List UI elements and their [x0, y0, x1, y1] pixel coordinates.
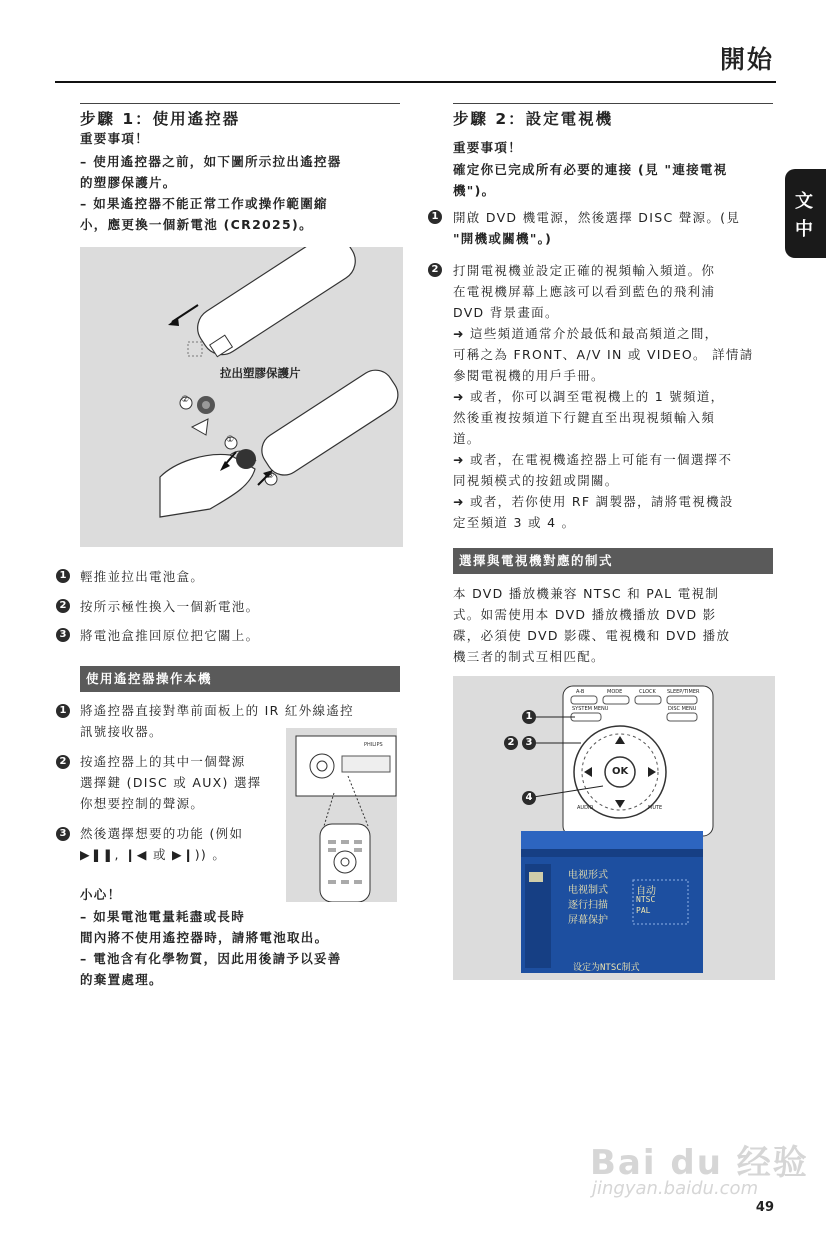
- callout-1: 1: [522, 710, 536, 724]
- figure1-caption: 拉出塑膠保護片: [220, 366, 301, 380]
- tv-system-figure: [453, 676, 775, 980]
- device-remote-illustration: [286, 728, 397, 902]
- menu-option-pal: PAL: [636, 906, 651, 915]
- header-rule: [55, 81, 776, 83]
- remote-closeup: [453, 676, 775, 980]
- caution-line-2: 間內將不使用遙控器時，請將電池取出。: [80, 930, 329, 945]
- battery-step-2: 按所示極性換入一個新電池。: [80, 599, 260, 614]
- remote-btn-sleep[interactable]: SLEEP/TIMER: [667, 689, 700, 695]
- watermark-logo: Bai du 经验: [590, 1143, 809, 1183]
- caution-line-3: – 電池含有化學物質，因此用後請予以妥善: [80, 951, 342, 966]
- remote-btn-system-menu[interactable]: SYSTEM MENU: [572, 706, 609, 712]
- right-important-line-2: 機")。: [453, 183, 496, 198]
- op-step-3-line-1: 然後選擇想要的功能 (例如: [80, 826, 244, 841]
- bullet-op-2: 2: [56, 755, 70, 769]
- remote-btn-ok[interactable]: OK: [612, 766, 629, 777]
- tv-step-2-line-13: 定至頻道 3 或 4 。: [453, 515, 576, 530]
- caution-line-4: 的棄置處理。: [80, 972, 163, 987]
- page-number: 49: [755, 1200, 774, 1215]
- tv-step-2-line-4: ➜ 這些頻道通常介於最低和最高頻道之間，: [453, 326, 719, 341]
- operate-section-bar: 使用遙控器操作本機: [80, 666, 400, 692]
- bullet-2: 2: [56, 599, 70, 613]
- step2-title: 步驟 2：設定電視機: [453, 110, 614, 128]
- system-text-line-2: 式。如需使用本 DVD 播放機播放 DVD 影: [453, 607, 717, 622]
- device-figure: [286, 728, 397, 902]
- battery-figure: [80, 247, 403, 547]
- right-important-line-1: 確定你已完成所有必要的連接 (見 "連接電視: [453, 162, 728, 177]
- remote-btn-mute[interactable]: MUTE: [648, 805, 663, 811]
- op-step-2-line-2: 選擇鍵 (DISC 或 AUX) 選擇: [80, 775, 262, 790]
- system-text-line-1: 本 DVD 播放機兼容 NTSC 和 PAL 電視制: [453, 586, 720, 601]
- remote-btn-disc-menu[interactable]: DISC MENU: [668, 706, 697, 712]
- figure1-label-2: ②: [181, 395, 190, 405]
- callout-3: 3: [522, 736, 536, 750]
- device-brand: PHILIPS: [364, 742, 383, 748]
- left-note-line-4: 小，應更換一個新電池 (CR2025)。: [80, 217, 313, 232]
- op-step-2-line-3: 你想要控制的聲源。: [80, 796, 205, 811]
- figure1-label-3: ③: [266, 471, 275, 481]
- system-section-bar: 選擇與電視機對應的制式: [453, 548, 773, 574]
- left-note-line-2: 的塑膠保護片。: [80, 175, 177, 190]
- left-note-line-3: – 如果遙控器不能正常工作或操作範圍縮: [80, 196, 328, 211]
- callout-2: 2: [504, 736, 518, 750]
- tv-step-2-line-8: 然後重複按頻道下行鍵直至出現視頻輸入頻: [453, 410, 716, 425]
- figure1-label-1: ①: [226, 435, 235, 445]
- side-tab-char-2: 中: [795, 219, 813, 240]
- menu-option-ntsc: NTSC: [636, 895, 656, 904]
- caution-title: 小心！: [80, 887, 122, 902]
- bullet-1: 1: [56, 569, 70, 583]
- language-side-tab: [785, 169, 826, 258]
- battery-step-1: 輕推並拉出電池盒。: [80, 569, 205, 584]
- tv-step-2-line-7: ➜ 或者，你可以調至電視機上的 1 號頻道，: [453, 389, 725, 404]
- remote-btn-clock[interactable]: CLOCK: [639, 689, 656, 695]
- remote-btn-audio[interactable]: AUDIO: [577, 805, 594, 811]
- tv-step-2-line-11: 同視頻模式的按鈕或開關。: [453, 473, 619, 488]
- system-text-line-4: 機三者的制式互相匹配。: [453, 649, 605, 664]
- menu-item-screensaver: 屏幕保护: [568, 915, 608, 926]
- tv-step-2-line-1: 打開電視機並設定正確的視頻輸入頻道。你: [453, 263, 716, 278]
- tv-step-1-line-2: "開機或關機"。): [453, 231, 553, 246]
- left-note-line-1: – 使用遙控器之前，如下圖所示拉出遙控器: [80, 154, 342, 169]
- bullet-op-1: 1: [56, 704, 70, 718]
- left-column-rule: [80, 103, 400, 104]
- menu-item-tv-system: 电视制式: [568, 885, 608, 896]
- callout-4: 4: [522, 791, 536, 805]
- tv-step-2-line-3: DVD 背景畫面。: [453, 305, 559, 320]
- op-step-2-line-1: 按遙控器上的其中一個聲源: [80, 754, 246, 769]
- tv-step-2-line-9: 道。: [453, 431, 481, 446]
- side-tab-char-1: 文: [795, 191, 813, 212]
- tv-step-2-line-5: 可稱之為 FRONT、A/V IN 或 VIDEO。 詳情請: [453, 347, 754, 362]
- remote-btn-ab[interactable]: A-B: [576, 689, 585, 695]
- page-header-title: 開始: [719, 45, 774, 74]
- tv-step-2-line-2: 在電視機屏幕上應該可以看到藍色的飛利浦: [453, 284, 716, 299]
- remote-btn-mode[interactable]: MODE: [607, 689, 623, 695]
- menu-footer: 设定为NTSC制式: [573, 963, 640, 973]
- op-step-1-line-1: 將遙控器直接對準前面板上的 IR 紅外線遙控: [80, 703, 354, 718]
- bullet-3: 3: [56, 628, 70, 642]
- battery-illustration: [80, 247, 403, 547]
- left-important-label: 重要事項！: [80, 131, 150, 146]
- menu-item-tv-type: 电视形式: [568, 870, 608, 881]
- battery-step-3: 將電池盒推回原位把它關上。: [80, 628, 260, 643]
- menu-option-auto: 自动: [636, 886, 656, 897]
- tv-step-2-line-12: ➜ 或者，若你使用 RF 調製器，請將電視機設: [453, 494, 734, 509]
- bullet-op-3: 3: [56, 827, 70, 841]
- step1-title: 步驟 1：使用遙控器: [80, 110, 241, 128]
- op-step-3-line-2: ▶❚❚, ❙◀ 或 ▶❙)) 。: [80, 847, 227, 862]
- bullet-tv-2: 2: [428, 263, 442, 277]
- watermark-url: jingyan.baidu.com: [592, 1178, 759, 1199]
- right-column-rule: [453, 103, 773, 104]
- menu-item-progressive: 逐行扫描: [568, 900, 608, 911]
- op-step-1-line-2: 訊號接收器。: [80, 724, 163, 739]
- system-text-line-3: 碟，必須使 DVD 影碟、電視機和 DVD 播放: [453, 628, 731, 643]
- caution-line-1: – 如果電池電量耗盡或長時: [80, 909, 246, 924]
- bullet-tv-1: 1: [428, 210, 442, 224]
- tv-step-2-line-10: ➜ 或者，在電視機遙控器上可能有一個選擇不: [453, 452, 733, 467]
- tv-step-1-line-1: 開啟 DVD 機電源，然後選擇 DISC 聲源。(見: [453, 210, 741, 225]
- tv-step-2-line-6: 參閱電視機的用戶手冊。: [453, 368, 605, 383]
- right-important-label: 重要事項！: [453, 140, 523, 155]
